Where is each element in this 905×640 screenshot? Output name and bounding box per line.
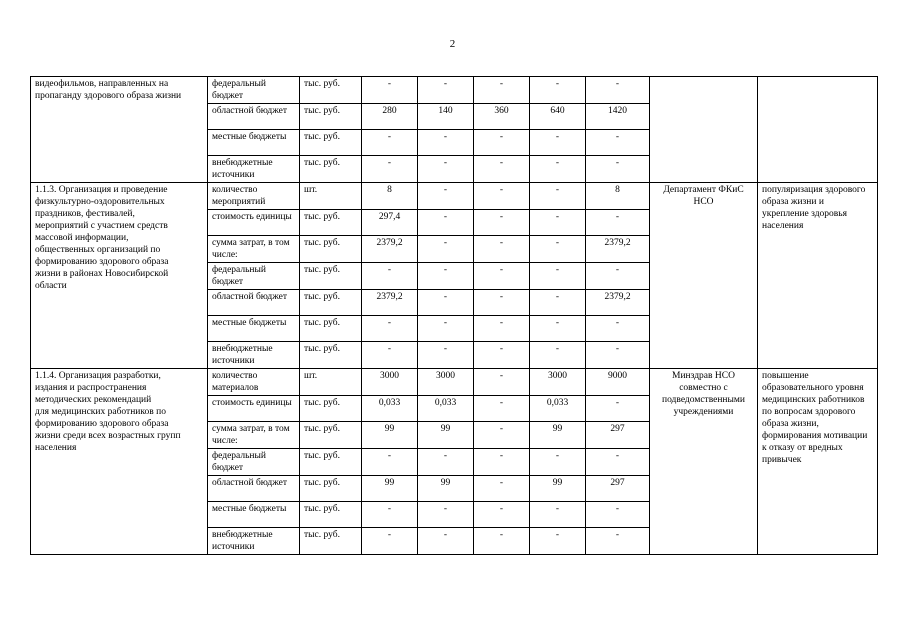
value-cell: - (586, 342, 650, 369)
unit-cell: тыс. руб. (300, 342, 362, 369)
unit-cell: тыс. руб. (300, 156, 362, 183)
unit-cell: тыс. руб. (300, 263, 362, 290)
value-cell: - (586, 502, 650, 528)
program-table (30, 76, 878, 555)
unit-cell: тыс. руб. (300, 502, 362, 528)
value-cell: - (362, 130, 418, 156)
value-cell: 297,4 (362, 210, 418, 236)
table-row (31, 77, 878, 104)
value-cell: - (362, 528, 418, 555)
value-cell: 0,033 (530, 396, 586, 422)
unit-cell: тыс. руб. (300, 422, 362, 449)
value-cell: - (530, 290, 586, 316)
unit-cell: шт. (300, 369, 362, 396)
value-cell: 280 (362, 104, 418, 130)
value-cell: - (474, 183, 530, 210)
value-cell: 8 (362, 183, 418, 210)
executor-cell: Минздрав НСО совместно с подведомственными учреждениями (650, 369, 758, 555)
value-cell: - (474, 449, 530, 476)
indicator-cell: местные бюджеты (208, 130, 300, 156)
value-cell: - (586, 130, 650, 156)
unit-cell: шт. (300, 183, 362, 210)
value-cell: 99 (418, 422, 474, 449)
indicator-cell: федеральный бюджет (208, 449, 300, 476)
activity-name-cell: 1.1.4. Организация разработки, издания и распространения методических рекомендаций для медицинских работников по формированию здорового образа жизни среди всех возрастных групп населения (31, 369, 208, 555)
result-cell (758, 77, 878, 183)
value-cell: - (474, 316, 530, 342)
value-cell: - (418, 316, 474, 342)
value-cell: 2379,2 (586, 290, 650, 316)
value-cell: - (530, 342, 586, 369)
value-cell: - (530, 316, 586, 342)
value-cell: - (474, 502, 530, 528)
executor-cell (650, 77, 758, 183)
indicator-cell: местные бюджеты (208, 316, 300, 342)
value-cell: 297 (586, 476, 650, 502)
value-cell: - (586, 316, 650, 342)
unit-cell: тыс. руб. (300, 77, 362, 104)
value-cell: - (362, 156, 418, 183)
value-cell: - (418, 449, 474, 476)
indicator-cell: федеральный бюджет (208, 263, 300, 290)
value-cell: 360 (474, 104, 530, 130)
value-cell: - (474, 156, 530, 183)
unit-cell: тыс. руб. (300, 290, 362, 316)
value-cell: - (418, 263, 474, 290)
value-cell: - (474, 210, 530, 236)
value-cell: - (362, 263, 418, 290)
unit-cell: тыс. руб. (300, 316, 362, 342)
table-row (31, 183, 878, 210)
indicator-cell: сумма затрат, в том числе: (208, 236, 300, 263)
value-cell: - (586, 156, 650, 183)
value-cell: 0,033 (362, 396, 418, 422)
activity-name-cell: 1.1.3. Организация и проведение физкультурно-оздоровительных праздников, фестивалей, мероприятий с участием средств массовой информации, общественных организаций по формированию здорового образа жизни в районах Новосибирской области (31, 183, 208, 369)
value-cell: 3000 (418, 369, 474, 396)
value-cell: - (586, 77, 650, 104)
indicator-cell: федеральный бюджет (208, 77, 300, 104)
value-cell: 99 (362, 476, 418, 502)
value-cell: - (418, 342, 474, 369)
indicator-cell: внебюджетные источники (208, 156, 300, 183)
value-cell: - (530, 130, 586, 156)
value-cell: - (530, 183, 586, 210)
value-cell: 99 (530, 476, 586, 502)
unit-cell: тыс. руб. (300, 104, 362, 130)
value-cell: - (362, 449, 418, 476)
value-cell: 140 (418, 104, 474, 130)
unit-cell: тыс. руб. (300, 210, 362, 236)
value-cell: - (418, 236, 474, 263)
value-cell: - (586, 528, 650, 555)
unit-cell: тыс. руб. (300, 528, 362, 555)
value-cell: - (362, 502, 418, 528)
executor-cell: Департамент ФКиС НСО (650, 183, 758, 369)
value-cell: - (474, 236, 530, 263)
value-cell: - (418, 502, 474, 528)
value-cell: - (418, 183, 474, 210)
indicator-cell: областной бюджет (208, 104, 300, 130)
indicator-cell: сумма затрат, в том числе: (208, 422, 300, 449)
unit-cell: тыс. руб. (300, 476, 362, 502)
value-cell: - (474, 130, 530, 156)
value-cell: 0,033 (418, 396, 474, 422)
value-cell: 99 (530, 422, 586, 449)
result-cell: популяризация здорового образа жизни и укрепление здоровья населения (758, 183, 878, 369)
value-cell: - (530, 502, 586, 528)
value-cell: - (530, 263, 586, 290)
unit-cell: тыс. руб. (300, 130, 362, 156)
indicator-cell: местные бюджеты (208, 502, 300, 528)
value-cell: - (586, 263, 650, 290)
result-cell: повышение образовательного уровня медицинских работников по вопросам здорового образа жизни, формирования мотивации к отказу от вредных привычек (758, 369, 878, 555)
value-cell: - (474, 369, 530, 396)
page-number: 2 (449, 38, 456, 50)
indicator-cell: внебюджетные источники (208, 528, 300, 555)
value-cell: 3000 (530, 369, 586, 396)
value-cell: 1420 (586, 104, 650, 130)
value-cell: - (474, 476, 530, 502)
indicator-cell: внебюджетные источники (208, 342, 300, 369)
value-cell: - (418, 156, 474, 183)
value-cell: - (418, 77, 474, 104)
value-cell: 99 (362, 422, 418, 449)
unit-cell: тыс. руб. (300, 236, 362, 263)
value-cell: 2379,2 (586, 236, 650, 263)
indicator-cell: областной бюджет (208, 290, 300, 316)
value-cell: - (362, 316, 418, 342)
value-cell: - (530, 210, 586, 236)
value-cell: 2379,2 (362, 236, 418, 263)
value-cell: - (474, 77, 530, 104)
unit-cell: тыс. руб. (300, 449, 362, 476)
value-cell: - (474, 422, 530, 449)
value-cell: - (530, 156, 586, 183)
value-cell: 640 (530, 104, 586, 130)
value-cell: - (474, 396, 530, 422)
value-cell: - (530, 77, 586, 104)
value-cell: - (530, 449, 586, 476)
value-cell: - (362, 342, 418, 369)
value-cell: - (586, 449, 650, 476)
value-cell: 2379,2 (362, 290, 418, 316)
indicator-cell: количество мероприятий (208, 183, 300, 210)
indicator-cell: областной бюджет (208, 476, 300, 502)
value-cell: - (418, 210, 474, 236)
value-cell: - (474, 528, 530, 555)
value-cell: - (586, 210, 650, 236)
indicator-cell: стоимость единицы (208, 396, 300, 422)
indicator-cell: количество материалов (208, 369, 300, 396)
value-cell: 99 (418, 476, 474, 502)
value-cell: - (530, 528, 586, 555)
value-cell: - (418, 130, 474, 156)
value-cell: - (474, 342, 530, 369)
indicator-cell: стоимость единицы (208, 210, 300, 236)
value-cell: 8 (586, 183, 650, 210)
unit-cell: тыс. руб. (300, 396, 362, 422)
table-row (31, 369, 878, 396)
value-cell: - (362, 77, 418, 104)
value-cell: 9000 (586, 369, 650, 396)
value-cell: 3000 (362, 369, 418, 396)
value-cell: 297 (586, 422, 650, 449)
value-cell: - (418, 528, 474, 555)
value-cell: - (474, 290, 530, 316)
value-cell: - (530, 236, 586, 263)
value-cell: - (418, 290, 474, 316)
value-cell: - (586, 396, 650, 422)
value-cell: - (474, 263, 530, 290)
activity-name-cell: видеофильмов, направленных на пропаганду здорового образа жизни (31, 77, 208, 183)
